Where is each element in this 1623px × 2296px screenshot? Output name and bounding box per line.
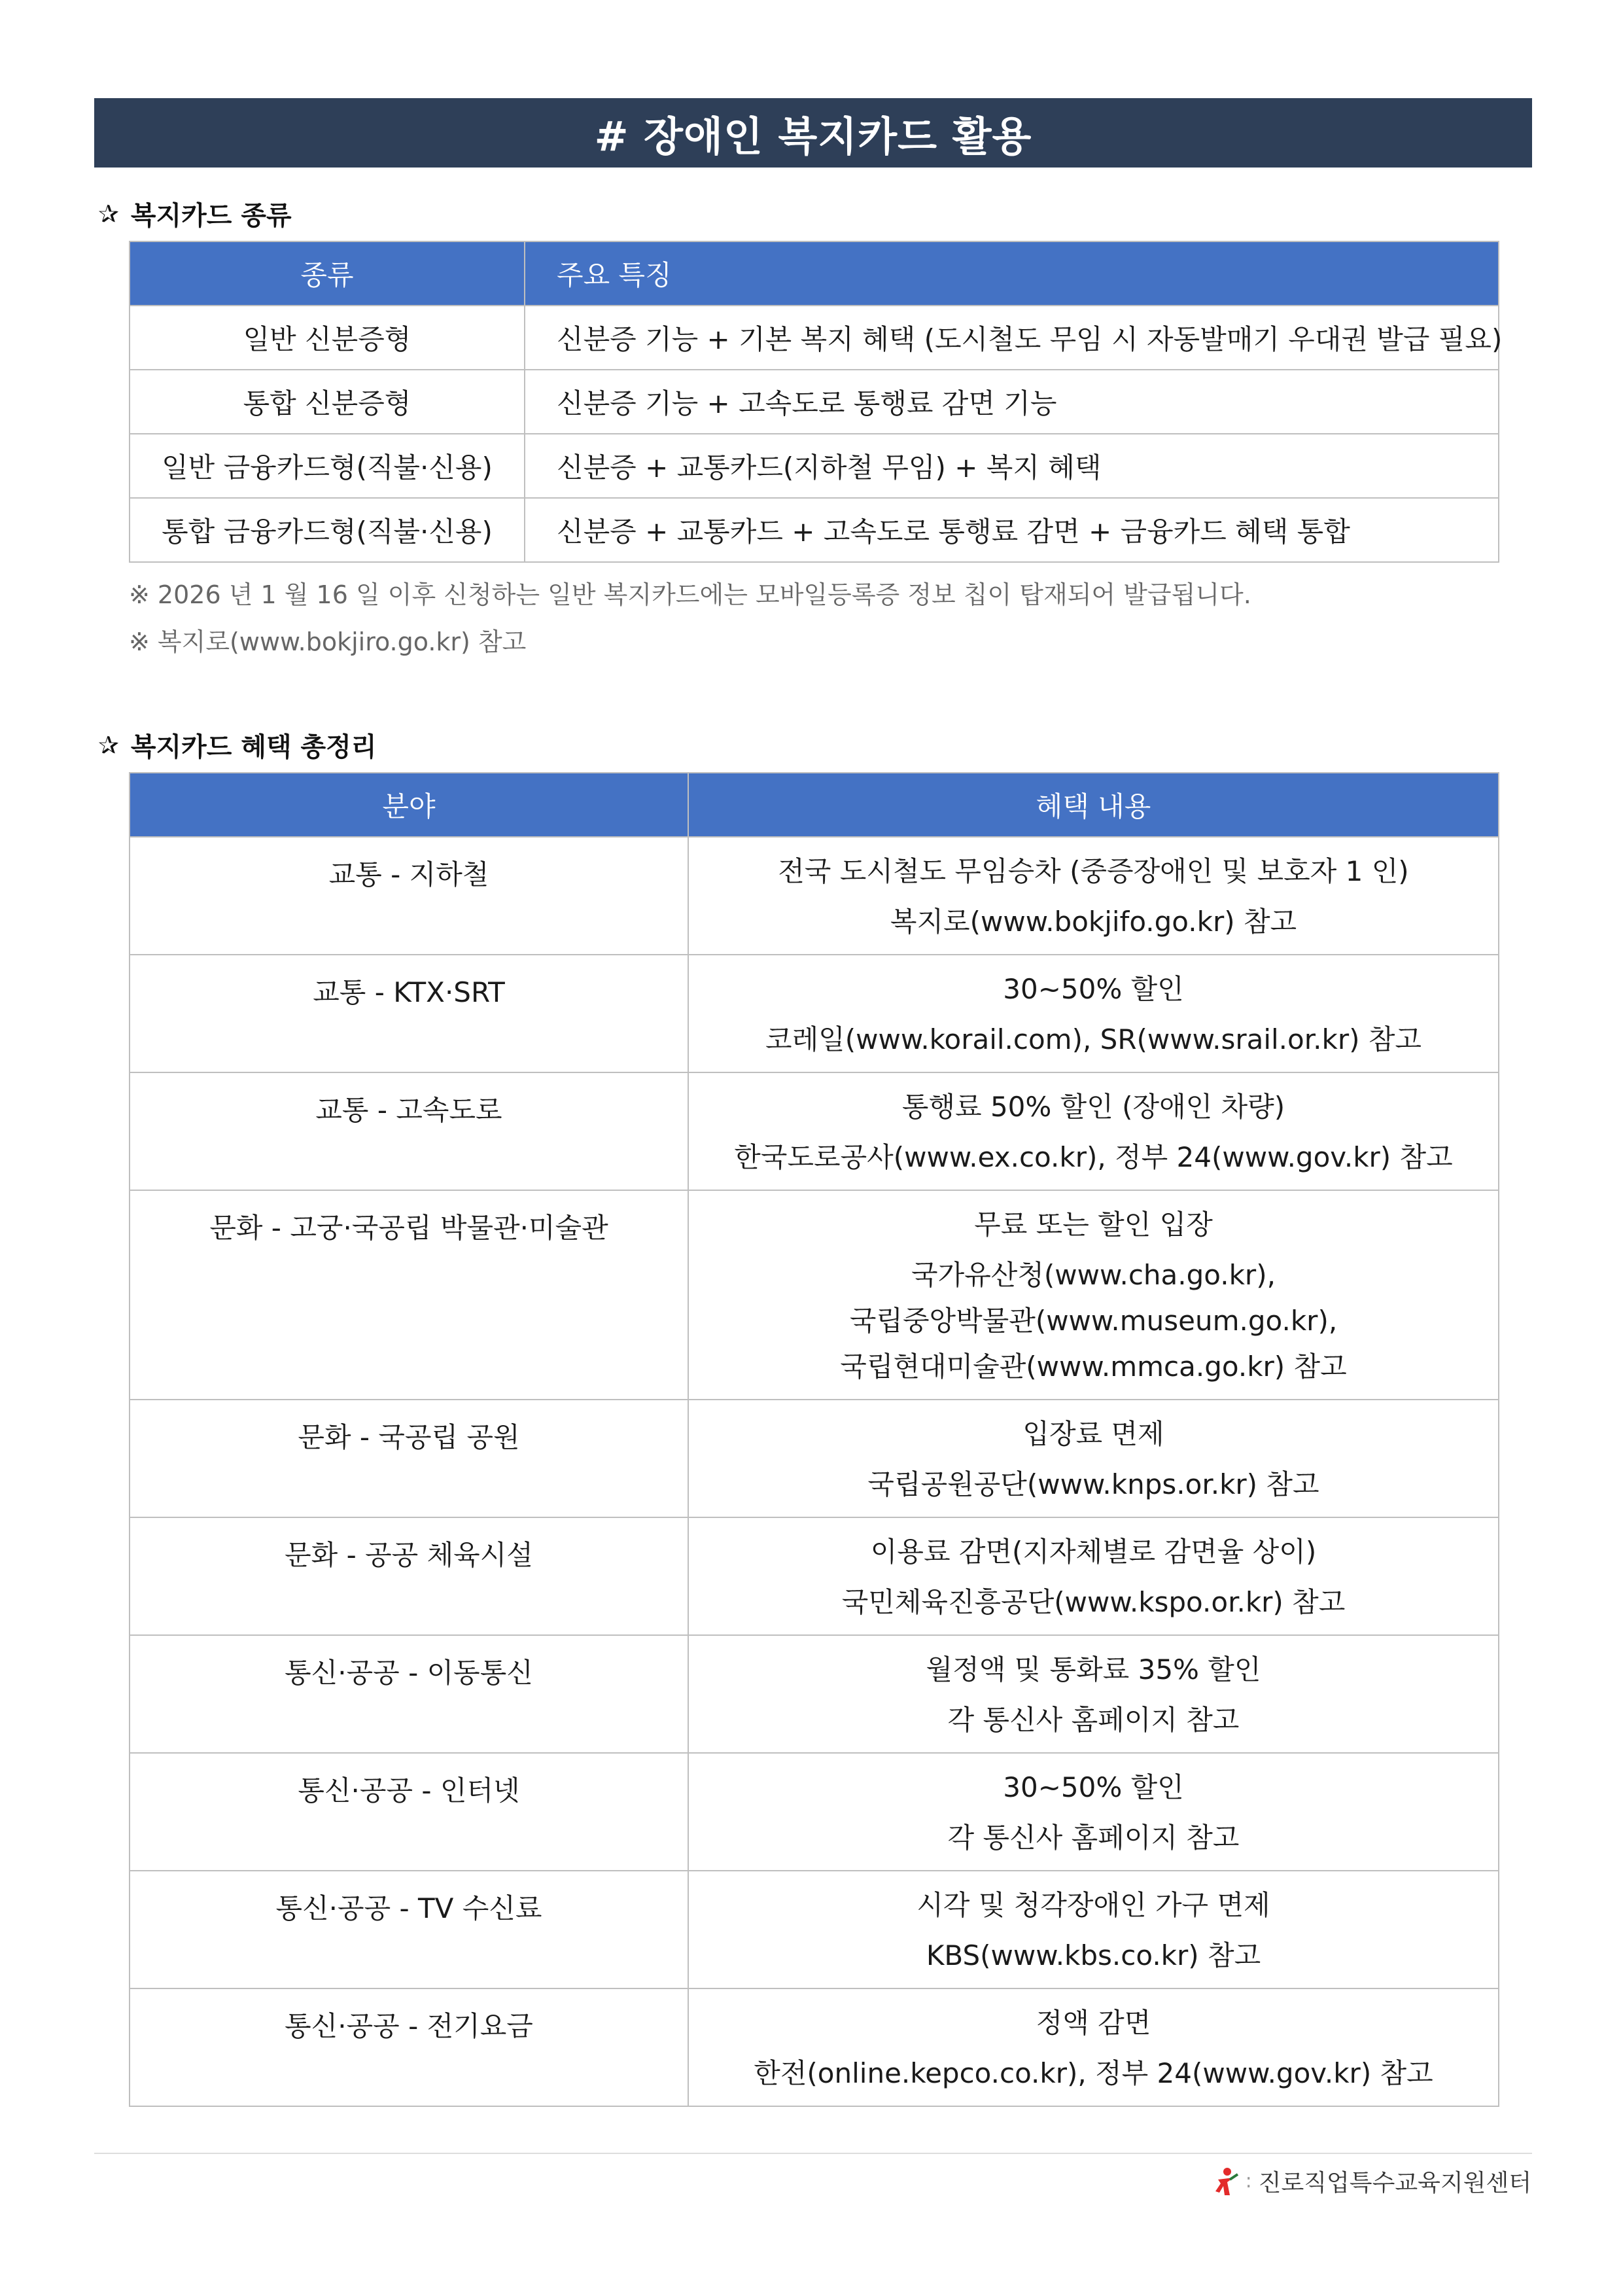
footer-org-name: 진로직업특수교육지원센터 <box>1258 2170 1531 2197</box>
benefit-content-cell <box>688 1190 1499 1400</box>
benefit-description: 입장료 면제 <box>1022 1418 1164 1450</box>
benefits-table <box>129 772 1499 2107</box>
footer <box>1212 2164 1531 2198</box>
benefit-description: 정액 감면 <box>1036 2007 1151 2039</box>
benefit-field-cell: 문화 - 공공 체육시설 <box>130 1517 688 1635</box>
benefit-content-cell <box>688 1753 1499 1871</box>
benefit-field-cell: 문화 - 국공립 공원 <box>130 1400 688 1517</box>
benefit-reference-line: 국가유산청(www.cha.go.kr), <box>911 1259 1276 1291</box>
benefit-content-cell <box>688 837 1499 955</box>
benefit-content-cell <box>688 1635 1499 1753</box>
card-feature-cell: 신분증 기능 + 기본 복지 혜택 (도시철도 무임 시 자동발매기 우대권 발급 필요) <box>525 306 1499 370</box>
table-row <box>130 370 1499 434</box>
benefit-content-cell <box>688 1871 1499 1988</box>
benefit-reference <box>689 1017 1498 1063</box>
benefit-reference-line: 국립중앙박물관(www.museum.go.kr), <box>849 1305 1338 1337</box>
benefit-reference <box>689 1135 1498 1180</box>
table-row <box>130 434 1499 498</box>
benefit-description: 30~50% 할인 <box>1003 1771 1184 1803</box>
table-row <box>130 498 1499 562</box>
card-type-cell: 통합 금융카드형(직불·신용) <box>130 498 525 562</box>
section-heading-label: 복지카드 혜택 총정리 <box>130 732 377 762</box>
card-type-cell: 통합 신분증형 <box>130 370 525 434</box>
table-row <box>130 1400 1499 1517</box>
card-feature-cell: 신분증 + 교통카드(지하철 무임) + 복지 혜택 <box>525 434 1499 498</box>
benefit-description: 전국 도시철도 무임승차 (중증장애인 및 보호자 1 인) <box>778 855 1409 887</box>
card-types-table <box>129 241 1503 563</box>
table-row <box>130 837 1499 955</box>
benefit-field-cell: 통신·공공 - 이동통신 <box>130 1635 688 1753</box>
benefit-content-cell <box>688 955 1499 1072</box>
benefit-field-cell: 문화 - 고궁·국공립 박물관·미술관 <box>130 1190 688 1400</box>
table-row <box>130 1871 1499 1988</box>
benefit-field-cell: 교통 - 고속도로 <box>130 1072 688 1190</box>
benefit-reference <box>689 1697 1498 1743</box>
benefit-reference-line: 각 통신사 홈페이지 참고 <box>947 1704 1240 1736</box>
footer-divider <box>94 2153 1532 2154</box>
benefit-description: 시각 및 청각장애인 가구 면제 <box>916 1889 1270 1921</box>
table-row <box>130 1988 1499 2106</box>
benefit-description: 이용료 감면(지자체별로 감면율 상이) <box>870 1536 1317 1568</box>
benefit-reference <box>689 899 1498 945</box>
column-header-field: 분야 <box>130 773 688 837</box>
star-icon: ✰ <box>98 730 119 760</box>
table-row <box>130 955 1499 1072</box>
benefit-reference-line: 코레일(www.korail.com), SR(www.srail.or.kr) 참고 <box>765 1023 1422 1055</box>
table-header-row <box>130 241 1499 306</box>
person-logo-icon <box>1212 2166 1239 2197</box>
benefit-content-cell <box>688 1400 1499 1517</box>
page-title: # 장애인 복지카드 활용 <box>94 98 1532 168</box>
benefit-field-cell: 통신·공공 - 인터넷 <box>130 1753 688 1871</box>
card-feature-cell: 신분증 + 교통카드 + 고속도로 통행료 감면 + 금융카드 혜택 통합 <box>525 498 1499 562</box>
table-row <box>130 1753 1499 1871</box>
column-header-benefit: 혜택 내용 <box>688 773 1499 837</box>
benefit-reference <box>689 1252 1498 1390</box>
benefit-field-cell: 교통 - KTX·SRT <box>130 955 688 1072</box>
benefit-reference <box>689 1933 1498 1979</box>
benefit-description: 무료 또는 할인 입장 <box>974 1209 1213 1241</box>
benefit-reference <box>689 1580 1498 1625</box>
benefit-reference-line: 국립공원공단(www.knps.or.kr) 참고 <box>867 1468 1319 1500</box>
column-header-type: 종류 <box>130 241 525 306</box>
table-row <box>130 1072 1499 1190</box>
benefit-reference-line: 각 통신사 홈페이지 참고 <box>947 1822 1240 1854</box>
benefit-content-cell <box>688 1072 1499 1190</box>
benefit-reference <box>689 2051 1498 2096</box>
card-type-cell: 일반 금융카드형(직불·신용) <box>130 434 525 498</box>
benefits-table-body <box>130 837 1499 2106</box>
benefit-reference-line: KBS(www.kbs.co.kr) 참고 <box>926 1939 1261 1971</box>
star-icon: ✰ <box>98 199 119 228</box>
section-heading-label: 복지카드 종류 <box>130 201 292 231</box>
table-row <box>130 1635 1499 1753</box>
benefit-reference-line: 복지로(www.bokjifo.go.kr) 참고 <box>890 906 1297 938</box>
benefit-content-cell <box>688 1988 1499 2106</box>
benefit-field-cell: 교통 - 지하철 <box>130 837 688 955</box>
card-feature-cell: 신분증 기능 + 고속도로 통행료 감면 기능 <box>525 370 1499 434</box>
benefit-content-cell <box>688 1517 1499 1635</box>
section-heading-card-types <box>98 195 292 232</box>
note-bokjiro-reference: ※ 복지로(www.bokjiro.go.kr) 참고 <box>129 627 527 656</box>
benefit-description: 30~50% 할인 <box>1003 973 1184 1005</box>
benefit-reference-line: 국립현대미술관(www.mmca.go.kr) 참고 <box>840 1351 1347 1383</box>
benefit-reference-line: 한전(online.kepco.co.kr), 정부 24(www.gov.kr) 참고 <box>754 2057 1433 2089</box>
benefit-description: 통행료 50% 할인 (장애인 차량) <box>901 1091 1285 1123</box>
benefit-field-cell: 통신·공공 - TV 수신료 <box>130 1871 688 1988</box>
benefit-description: 월정액 및 통화료 35% 할인 <box>926 1653 1261 1686</box>
table-row <box>130 1517 1499 1635</box>
note-mobile-chip: ※ 2026 년 1 월 16 일 이후 신청하는 일반 복지카드에는 모바일등록증 정보 칩이 탑재되어 발급됩니다. <box>129 580 1251 609</box>
benefit-reference-line: 국민체육진흥공단(www.kspo.or.kr) 참고 <box>841 1586 1346 1618</box>
benefit-reference <box>689 1462 1498 1508</box>
section-heading-benefits <box>98 726 376 764</box>
footer-separator: : <box>1245 2170 1252 2193</box>
benefit-reference <box>689 1815 1498 1861</box>
benefit-reference-line: 한국도로공사(www.ex.co.kr), 정부 24(www.gov.kr) 참고 <box>734 1141 1453 1173</box>
table-header-row <box>130 773 1499 837</box>
benefit-field-cell: 통신·공공 - 전기요금 <box>130 1988 688 2106</box>
column-header-feature: 주요 특징 <box>525 241 1499 306</box>
table-row <box>130 1190 1499 1400</box>
card-type-cell: 일반 신분증형 <box>130 306 525 370</box>
table-row <box>130 306 1499 370</box>
